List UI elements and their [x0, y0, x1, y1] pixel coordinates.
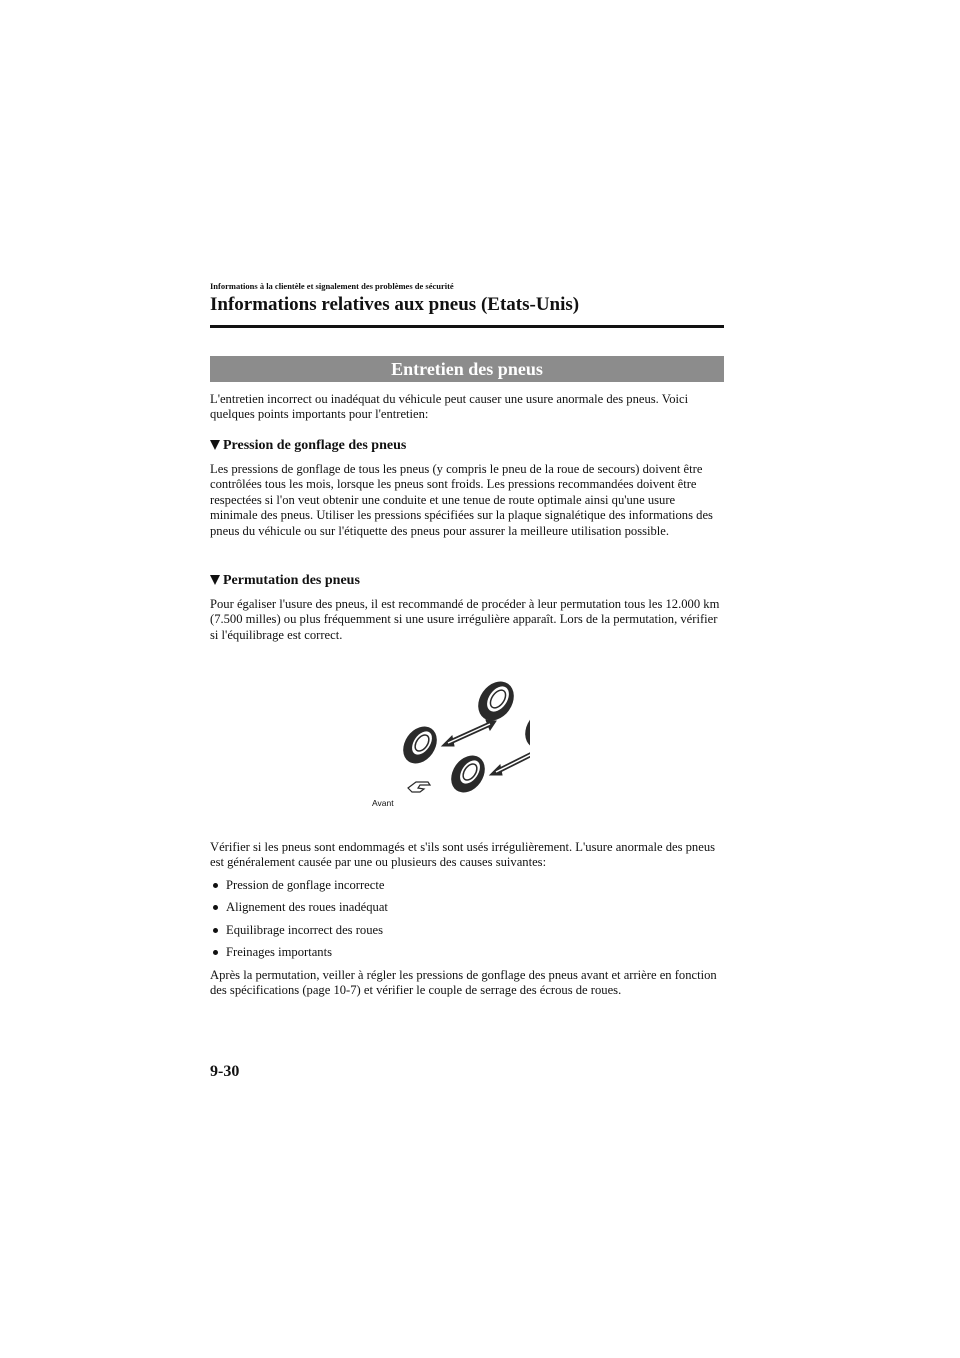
closing-note: Après la permutation, veiller à régler les pressions de gonflage des pneus avant et arrière en fonction des spécifications (page 10-7) et vérifier le couple de serrage des écrous de roues.	[210, 968, 717, 998]
bullet-dot-icon	[213, 905, 218, 910]
swap-arrow-right-icon	[490, 748, 530, 775]
subheading-pressure	[210, 438, 406, 454]
list-item: Freinages importants	[210, 945, 388, 967]
subheading-rotation	[210, 573, 360, 589]
triangle-down-icon	[210, 440, 220, 450]
section-title-bar: Entretien des pneus	[210, 356, 724, 382]
rotation-body: Pour égaliser l'usure des pneus, il est recommandé de procéder à leur permutation tous les 12.000 km (7.500 milles) ou plus fréquemment si une usure irrégulière apparaît. Lors de la permutation, vérifier si l'équilibrage est correct.	[210, 597, 720, 642]
pointing-hand-icon	[408, 782, 430, 792]
title-rule	[210, 325, 724, 328]
front-label: Avant	[372, 798, 394, 808]
bullet-dot-icon	[213, 883, 218, 888]
tire-front-right-icon	[444, 749, 492, 799]
page-number: 9-30	[210, 1063, 240, 1080]
list-item: Alignement des roues inadéquat	[210, 900, 388, 922]
list-item: Pression de gonflage incorrecte	[210, 878, 388, 900]
page-title: Informations relatives aux pneus (Etats-Unis)	[210, 294, 580, 315]
bullet-dot-icon	[213, 950, 218, 955]
tire-rear-right-icon	[518, 703, 530, 756]
tire-front-left-icon	[396, 720, 444, 770]
triangle-down-icon	[210, 575, 220, 585]
running-head: Informations à la clientèle et signalement des problèmes de sécurité	[210, 281, 454, 291]
swap-arrow-left-icon	[442, 720, 496, 746]
inspection-body: Vérifier si les pneus sont endommagés et s'ils sont usés irrégulièrement. L'usure anormale des pneus est généralement causée par une ou plusieurs des causes suivantes:	[210, 840, 716, 870]
subheading-pressure-label: Pression de gonflage des pneus	[223, 438, 407, 453]
tire-rear-left-icon	[471, 675, 521, 728]
pressure-body: Les pressions de gonflage de tous les pneus (y compris le pneu de la roue de secours) doivent être contrôlées tous les mois, lorsque les pneus sont froids. Les pressions recommandées doivent être respectées si l'on veut obtenir une conduite et une tenue de route optimale ainsi qu'une usure minimale des pneus. Utiliser les pressions spécifiées sur la plaque signalétique des informations des pneus du véhicule ou sur l'étiquette des pneus pour assurer la meilleure utilisation possible.	[210, 462, 713, 538]
causes-list	[210, 878, 388, 967]
section-intro: L'entretien incorrect ou inadéquat du véhicule peut causer une usure anormale des pneus. Voici quelques points importants pour l'entretien:	[210, 392, 689, 422]
list-item: Equilibrage incorrect des roues	[210, 923, 388, 945]
bullet-dot-icon	[213, 928, 218, 933]
subheading-rotation-label: Permutation des pneus	[223, 573, 360, 588]
